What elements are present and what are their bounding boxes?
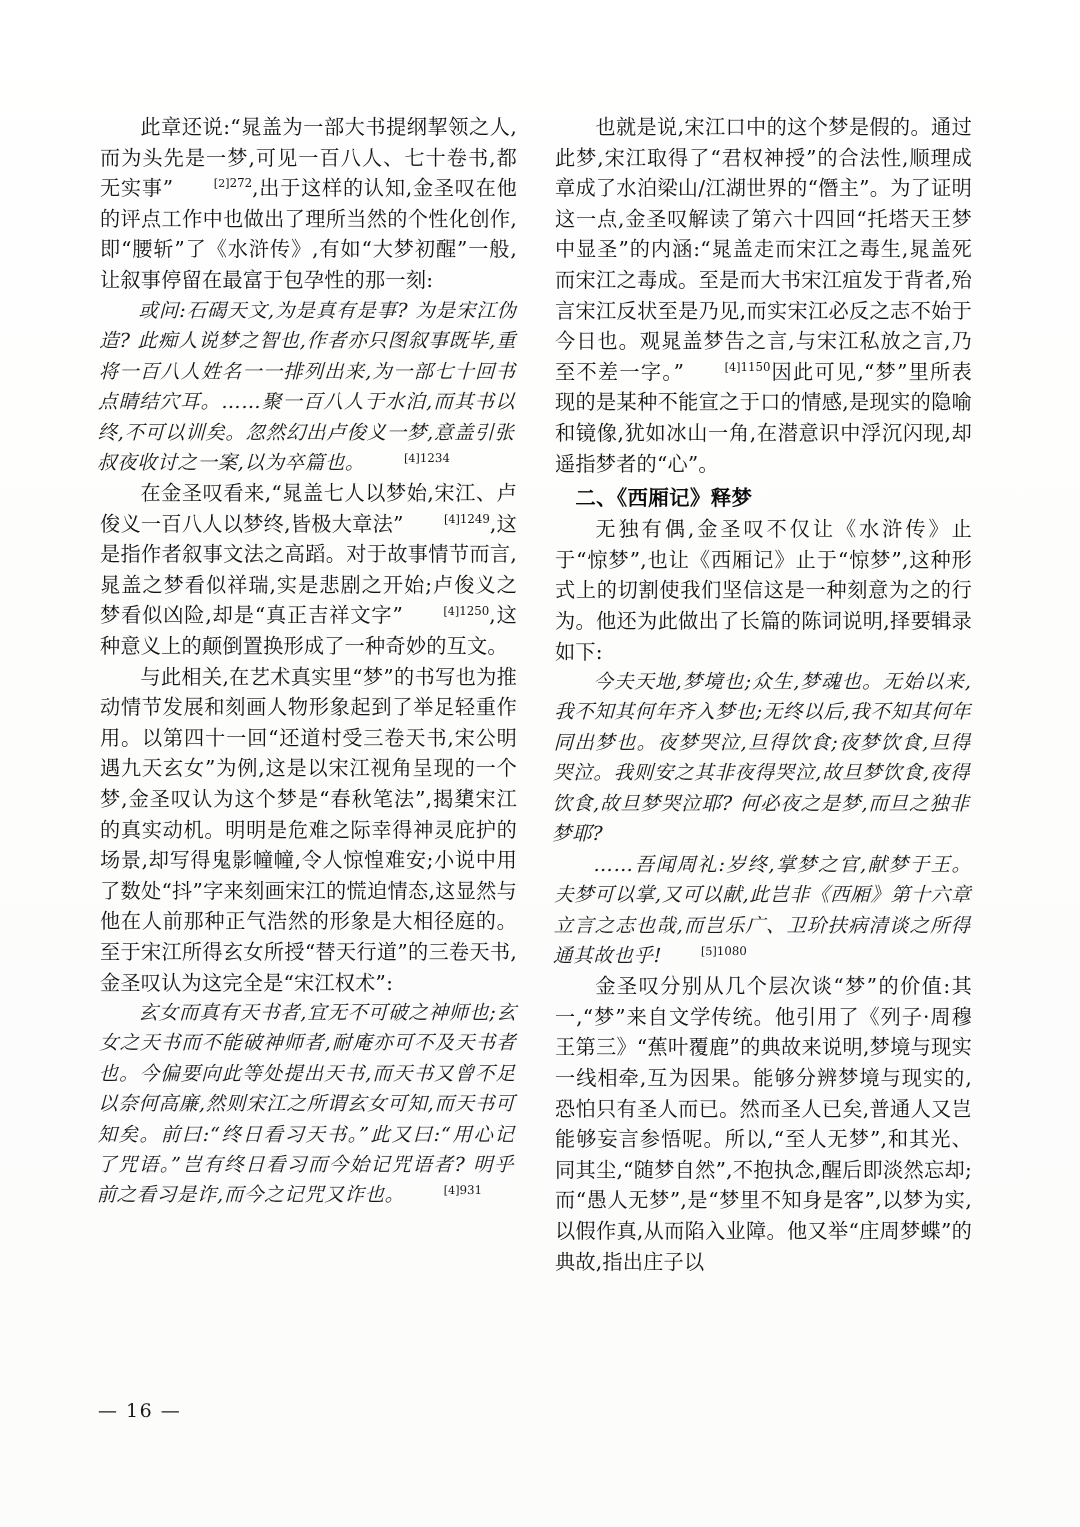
citation-bracket: [4]: [443, 1184, 460, 1198]
text-run: 玄女而真有天书者,宜无不可破之神师也;玄女之天书而不能破神师者,耐庵亦可不及天书者也。今偏要向此等处提出天书,而天书又曾不足以奈何高廉,然则宋江之所谓玄女可知,而天书可知矣。前曰:“终日看习天书。”此又曰:“用心记了咒语。”岂有终日看习而今始记咒语者? 明乎前之看习是诈,而今之记咒又诈也。: [96, 1001, 517, 1207]
text-run: 因此可见,“梦”里所表现的是某种不能宣之于口的情感,是现实的隐喻和镜像,犹如冰山一角,在潜意识中浮沉闪现,却遥指梦者的“心”。: [555, 359, 972, 476]
text-run: 今夫天地,梦境也;众生,梦魂也。无始以来,我不知其何年齐入梦也;无终以后,我不知其何年同出梦也。夜梦哭泣,旦得饮食;夜梦饮食,旦得哭泣。我则安之其非夜得哭泣,故旦梦饮食,夜得饮食,故旦梦哭泣耶? 何必夜之是梦,而旦之独非梦耶?: [551, 670, 972, 846]
paragraph-right-2: [555, 514, 972, 667]
paragraph-left-2: [100, 478, 517, 662]
text-run: 与此相关,在艺术真实里“梦”的书写也为推动情节发展和刻画人物形象起到了举足轻重作用。以第四十一回“还道村受三卷天书,宋公明遇九天玄女”为例,这是以宋江视角呈现的一个梦,金圣叹认为这个梦是“春秋笔法”,揭橥宋江的真实动机。明明是危难之际幸得神灵庇护的场景,却写得鬼影幢幢,令人惊惶难安;小说中用了数处“抖”字来刻画宋江的慌迫情态,这显然与他在人前那种正气浩然的形象是大相径庭的。至于宋江所得玄女所授“替天行道”的三卷天书,金圣叹认为这完全是“宋江权术”:: [100, 664, 517, 995]
citation-page: 1234: [419, 450, 451, 465]
citation-bracket: [4]: [443, 604, 460, 618]
citation-bracket: [5]: [700, 944, 717, 958]
citation-page: 1150: [740, 360, 771, 375]
text-run: ,这种意义上的颠倒置换形成了一种奇妙的互文。: [100, 603, 517, 658]
text-run: 在金圣叹看来,“晁盖七人以梦始,宋江、卢俊义一百八人以梦终,皆极大章法”: [100, 481, 517, 536]
citation-marker: [403, 603, 490, 618]
left-column: [96, 112, 517, 1377]
citation-marker: [662, 943, 748, 958]
text-run: ,出于这样的认知,金圣叹在他的评点工作中也做出了理所当然的个性化创作,即“腰斩”了《水浒传》,有如“大梦初醒”一般,让叙事停留在最富于包孕性的那一刻:: [100, 176, 517, 292]
citation-marker: [173, 176, 253, 191]
two-column-layout: [96, 112, 972, 1377]
citation-bracket: [4]: [403, 451, 420, 465]
blockquote-left-2: [96, 998, 517, 1211]
paragraph-left-1: [100, 112, 517, 296]
blockquote-right-2: [553, 850, 972, 972]
paragraph-right-3: [555, 971, 972, 1277]
text-run: ……吾闻周礼:岁终,掌梦之官,献梦于王。夫梦可以掌,又可以献,此岂非《西厢》第十六章立言之志也哉,而岂乐广、卫玠扶病清谈之所得通其故也乎!: [552, 852, 972, 967]
citation-marker: [405, 1183, 483, 1198]
paragraph-left-3: [100, 662, 517, 999]
text-run: 也就是说,宋江口中的这个梦是假的。通过此梦,宋江取得了“君权神授”的合法性,顺理成章成了水泊梁山/江湖世界的“僭主”。为了证明这一点,金圣叹解读了第六十四回“托塔天王梦中显圣”的内涵:“晁盖走而宋江之毒生,晁盖死而宋江之毒成。至是而大书宋江疽发于背者,殆言宋江反状至是乃见,而实宋江必反之志不始于今日也。观晁盖梦告之言,与宋江私放之言,乃至不差一字。”: [555, 115, 972, 384]
citation-page: 1080: [716, 943, 748, 958]
citation-page: 1249: [459, 511, 490, 526]
citation-page: 931: [459, 1183, 483, 1198]
right-column: [551, 112, 972, 1377]
text-run: 或问:石碣天文,为是真有是事? 为是宋江伪造? 此痴人说梦之智也,作者亦只图叙事既毕,重将一百八人姓名一一排列出来,为一部七十回书点睛结穴耳。……聚一百八人于水泊,而其书以终,不可以训矣。忽然幻出卢俊义一梦,意盖引张叔夜收讨之一案,以为卒篇也。: [96, 298, 517, 474]
citation-bracket: [4]: [444, 512, 460, 526]
text-run: ,这是指作者叙事文法之高蹈。对于故事情节而言,晁盖之梦看似祥瑞,实是悲剧之开始;卢俊义之梦看似凶险,却是“真正吉祥文字”: [100, 511, 517, 628]
text-run: 此章还说:“晁盖为一部大书提纲挈领之人,而为头先是一梦,可见一百八人、七十卷书,都无实事”: [100, 115, 517, 201]
blockquote-left-1: [97, 296, 517, 478]
text-run: 金圣叹分别从几个层次谈“梦”的价值:其一,“梦”来自文学传统。他引用了《列子·周穆王第三》“蕉叶覆鹿”的典故来说明,梦境与现实一线相牵,互为因果。能够分辨梦境与现实的,恐怕只有圣人而已。然而圣人已矣,普通人又岂能够妄言参悟呢。所以,“至人无梦”,和其光、同其尘,“随梦自然”,不抱执念,醒后即淡然忘却;而“愚人无梦”,是“梦里不知身是客”,以梦为实,以假作真,从而陷入业障。他又举“庄周梦蝶”的典故,指出庄子以: [555, 974, 972, 1274]
citation-bracket: [4]: [724, 361, 741, 375]
citation-bracket: [2]: [213, 177, 230, 191]
text-run: 无独有偶,金圣叹不仅让《水浒传》止于“惊梦”,也让《西厢记》止于“惊梦”,这种形式上的切割使我们坚信这是一种刻意为之的行为。他还为此做出了长篇的陈词说明,择要辑录如下:: [555, 517, 972, 664]
citation-marker: [684, 360, 771, 375]
blockquote-right-1: [552, 667, 972, 849]
citation-marker: [365, 450, 451, 465]
paragraph-right-1: [555, 112, 972, 479]
page-number: — 16 —: [98, 1400, 182, 1422]
citation-page: 272: [229, 176, 253, 191]
section-heading-2: 二、《西厢记》释梦: [575, 486, 753, 511]
citation-marker: [404, 511, 490, 526]
citation-page: 1250: [459, 603, 490, 618]
